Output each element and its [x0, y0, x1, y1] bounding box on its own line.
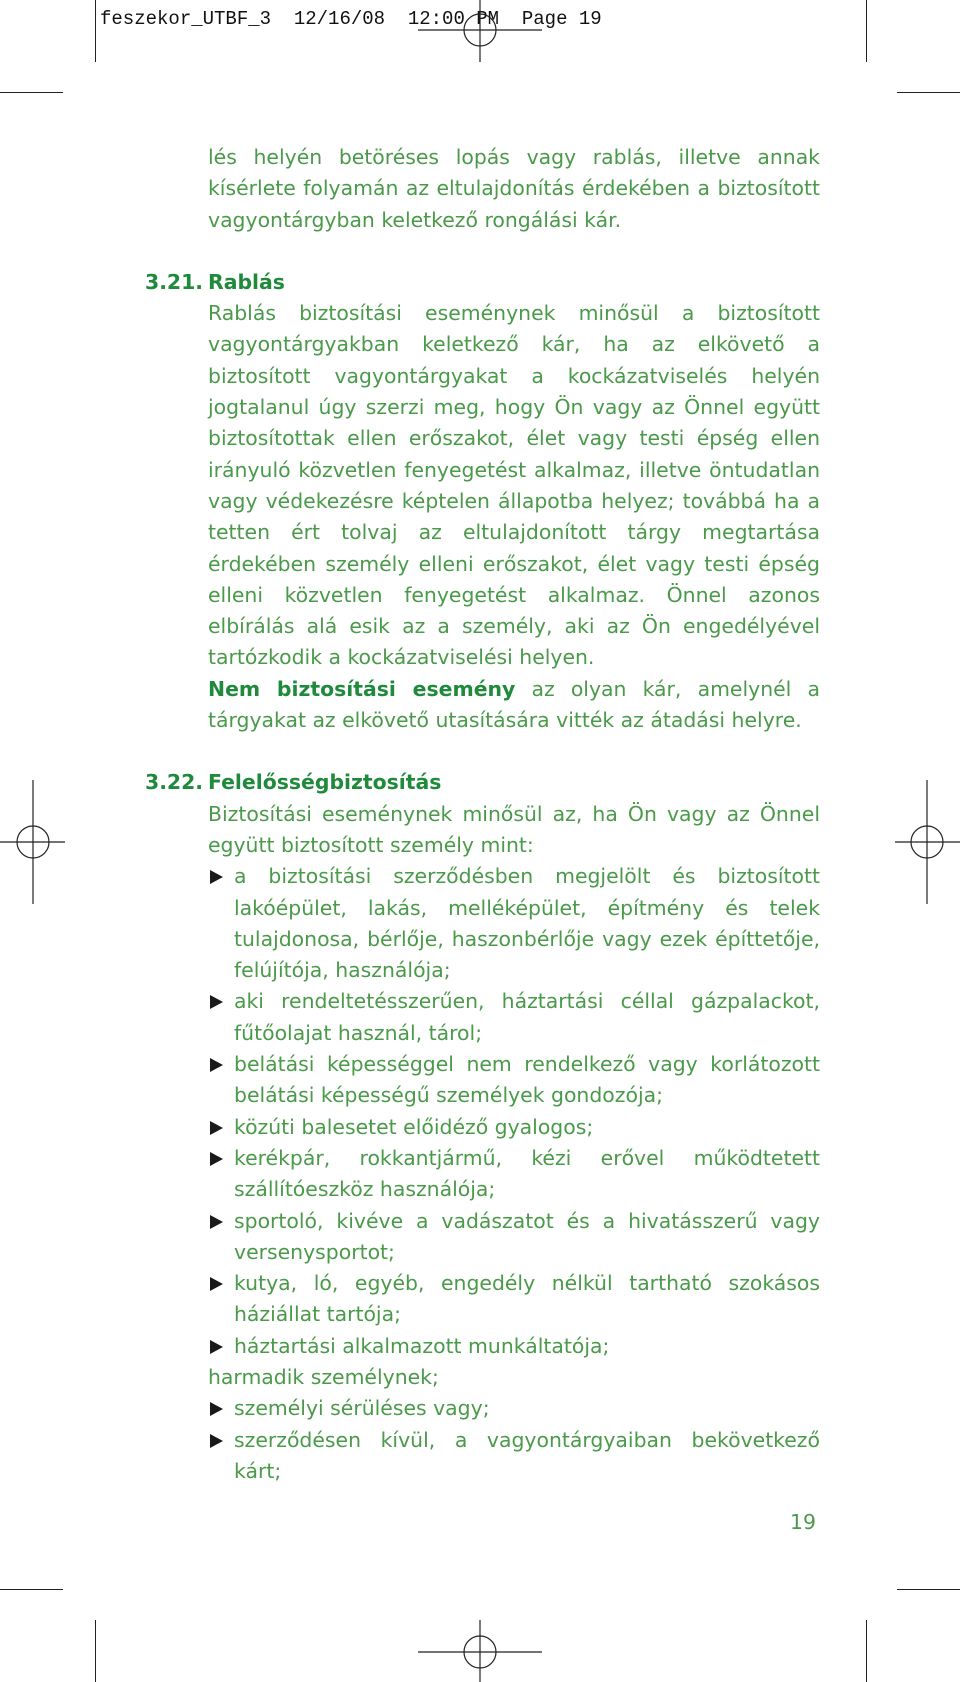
crop-mark — [95, 0, 96, 62]
exclusion-term: Nem biztosítási esemény — [208, 676, 516, 701]
section-heading-3-22 — [145, 767, 820, 798]
section-number: 3.21. — [145, 269, 204, 294]
liability-role-list — [145, 861, 820, 1362]
registration-mark-right — [895, 780, 960, 904]
crop-mark — [866, 1620, 867, 1682]
list-item: sportoló, kivéve a vadászatot és a hivatásszerű vagy versenysportot; — [208, 1206, 820, 1269]
exclusion-paragraph — [145, 674, 820, 737]
intro-paragraph: lés helyén betöréses lopás vagy rablás, illetve annak kísérlete folyamán az eltulajdonítás érdekében a biztosított vagyontárgyban keletkező rongálási kár. — [208, 145, 820, 232]
page-number: 19 — [790, 1510, 816, 1534]
list-item: háztartási alkalmazott munkáltatója; — [208, 1331, 820, 1362]
crop-mark — [0, 92, 63, 93]
third-party-line: harmadik személynek; — [208, 1364, 439, 1389]
list-item: kerékpár, rokkantjármű, kézi erővel működtetett szállítóeszköz használója; — [208, 1143, 820, 1206]
crop-mark — [897, 1589, 960, 1590]
list-item: belátási képességgel nem rendelkező vagy korlátozott belátási képességű személyek gondozója; — [208, 1049, 820, 1112]
damage-type-list — [145, 1393, 820, 1487]
page-content — [145, 142, 820, 1487]
list-item: aki rendeltetésszerűen, háztartási céllal gázpalackot, fűtőolajat használ, tárol; — [208, 986, 820, 1049]
registration-mark-top — [418, 0, 542, 62]
section-body: Rablás biztosítási eseménynek minősül a biztosított vagyontárgyakban keletkező kár, ha az elkövető a biztosított vagyontárgyakat a kockázatviselés helyén jogtalanul úgy szerzi meg, hogy Ön vagy az Önnel együtt biztosítottak ellen erőszakot, élet vagy testi épség ellen irányuló közvetlen fenyegetést alkalmaz, illetve öntudatlan vagy védekezésre képtelen állapotba helyez; továbbá ha a tetten ért tolvaj az eltulajdonított tárgy megtartása érdekében személy elleni erőszakot, élet vagy testi épség elleni közvetlen fenyegetést alkalmaz. Önnel azonos elbírálás alá esik az a személy, aki az Ön engedélyével tartózkodik a kockázatviselési helyen. — [208, 301, 820, 670]
list-item: a biztosítási szerződésben megjelölt és biztosított lakóépület, lakás, melléképület, építmény és telek tulajdonosa, bérlője, haszonbérlője vagy ezek építtetője, felújítója, használója; — [208, 861, 820, 986]
section-heading-3-21 — [145, 267, 820, 298]
crop-mark — [0, 1589, 63, 1590]
list-item: személyi sérüléses vagy; — [208, 1393, 820, 1424]
exclusion-text: az olyan kár, amelynél a tárgyakat az elkövető utasítására vitték az átadási helyre. — [208, 676, 820, 733]
section-title: Rablás — [208, 269, 285, 294]
print-slug: feszekor_UTBF_3 12/16/08 12:00 PM Page 19 — [100, 8, 602, 30]
list-item: közúti balesetet előidéző gyalogos; — [208, 1112, 820, 1143]
list-item: szerződésen kívül, a vagyontárgyaiban bekövetkező kárt; — [208, 1425, 820, 1488]
section-number: 3.22. — [145, 770, 204, 795]
section-title: Felelősségbiztosítás — [208, 770, 442, 795]
crop-mark — [897, 92, 960, 93]
crop-mark — [866, 0, 867, 62]
section-intro: Biztosítási eseménynek minősül az, ha Ön vagy az Önnel együtt biztosított személy mint: — [208, 801, 820, 857]
registration-mark-left — [0, 780, 65, 904]
list-item: kutya, ló, egyéb, engedély nélkül tartható szokásos háziállat tartója; — [208, 1268, 820, 1331]
registration-mark-bottom — [418, 1620, 542, 1682]
crop-mark — [95, 1620, 96, 1682]
